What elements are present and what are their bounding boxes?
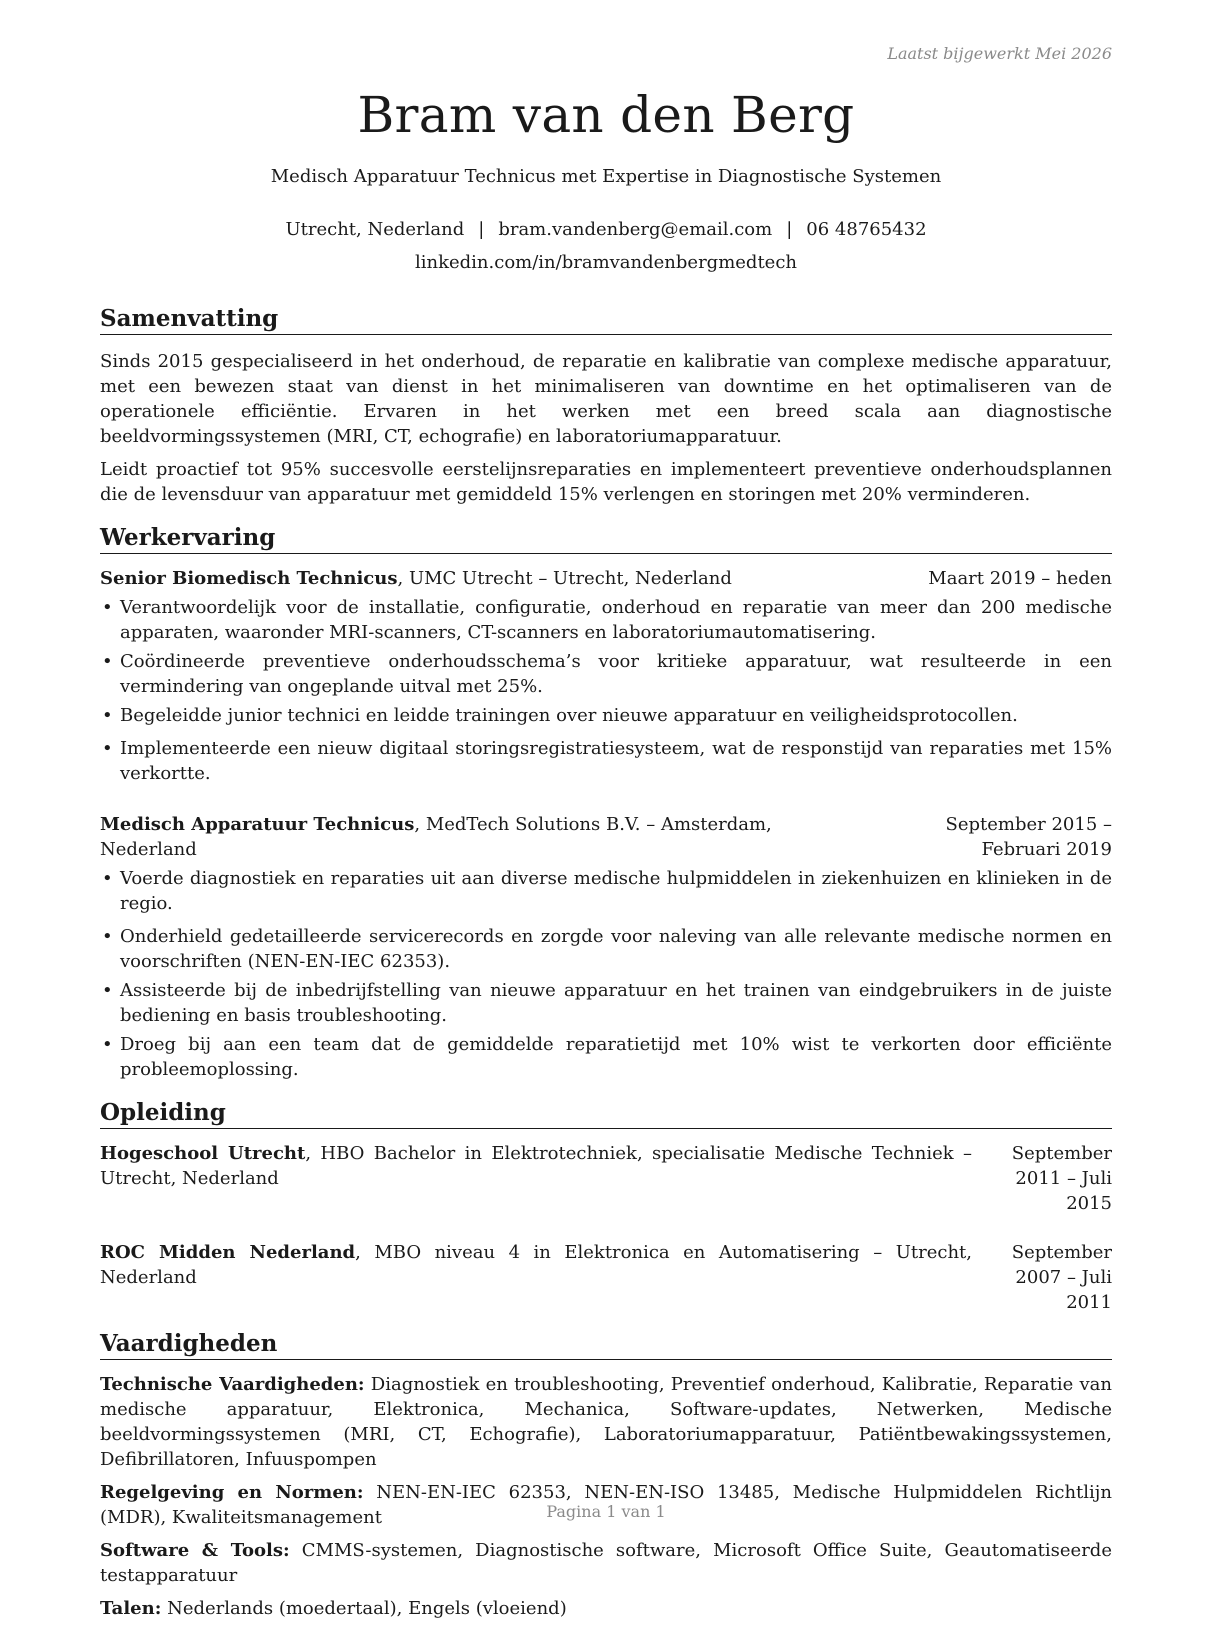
bullet-icon: • [102,705,113,726]
bullet-icon: • [102,597,113,618]
degree: , HBO Bachelor in Elektrotechniek, specialisatie Medische Techniek – Utrecht, Nederland [100,1143,973,1189]
job-employer: , UMC Utrecht – Utrecht, Nederland [397,568,732,589]
list-item [100,736,1112,786]
resume-body [100,304,1112,1629]
education-entry [100,1141,1112,1216]
skill-group [100,1596,1112,1621]
list-item [100,703,1112,728]
school-name: Hogeschool Utrecht [100,1143,306,1164]
separator: | [786,219,793,240]
job-bullets [100,866,1112,1082]
bullet-text: Droeg bij aan een team dat de gemiddelde reparatietijd met 10% wist te verkorten door efficiënte probleemoplossing. [120,1034,1112,1080]
job-dates: September 2015 – Februari 2019 [945,814,1112,860]
education-entry [100,1240,1112,1315]
job-entry [100,566,1112,786]
bullet-text: Voerde diagnostiek en reparaties uit aan diverse medische hulpmiddelen in ziekenhuizen en klinieken in de regio. [120,868,1112,914]
skill-group [100,1538,1112,1588]
summary-paragraph: Sinds 2015 gespecialiseerd in het onderhoud, de reparatie en kalibratie van complexe medische apparatuur, met een bewezen staat van dienst in het minimaliseren van downtime en het optimaliseren van de operationele efficiëntie. Ervaren in het werken met een breed scala aan diagnostische beeldvormingssystemen (MRI, CT, echografie) en laboratoriumapparatuur. [100,351,1112,447]
bullet-text: Implementeerde een nieuw digitaal storingsregistratiesysteem, wat de responstijd van reparaties met 15% verkortte. [120,738,1112,784]
bullet-text: Onderhield gedetailleerde servicerecords en zorgde voor naleving van alle relevante medische normen en voorschriften (NEN-EN-IEC 62353). [120,926,1112,972]
skill-text: Diagnostiek en troubleshooting, Preventief onderhoud, Kalibratie, Reparatie van medische apparatuur, Elektronica, Mechanica, Software-updates, Netwerken, Medische beeldvormingssystemen (MRI, CT, Echografie), Laboratoriumapparatuur, Patiëntbewakingssystemen, Defibrillatoren, Infuuspompen [100,1374,1112,1470]
email[interactable]: bram.vandenberg@email.com [498,219,773,240]
skill-label: Technische Vaardigheden: [100,1374,365,1395]
job-title: Medisch Apparatuur Technicus [100,814,415,835]
skill-group [100,1372,1112,1472]
contact-line [100,219,1112,240]
skill-text: NEN-EN-IEC 62353, NEN-EN-ISO 13485, Medische Hulpmiddelen Richtlijn (MDR), Kwaliteitsmanagement [100,1482,1112,1528]
candidate-name: Bram van den Berg [357,86,855,144]
job-employer: , MedTech Solutions B.V. – Amsterdam, Nederland [100,814,772,860]
section-heading-experience: Werkervaring [100,523,1112,554]
bullet-icon: • [102,868,113,889]
list-item [100,866,1112,916]
skill-label: Regelgeving en Normen: [100,1482,364,1503]
list-item [100,595,1112,645]
skill-label: Software & Tools: [100,1540,290,1561]
location: Utrecht, Nederland [285,219,465,240]
bullet-icon: • [102,738,113,759]
job-title: Senior Biomedisch Technicus [100,568,398,589]
section-heading-education: Opleiding [100,1098,1112,1129]
bullet-icon: • [102,926,113,947]
linkedin-link[interactable]: linkedin.com/in/bramvandenbergmedtech [414,252,798,273]
last-updated: Laatst bijgewerkt Mei 2026 [887,44,1112,63]
list-item [100,1032,1112,1082]
bullet-text: Begeleidde junior technici en leidde trainingen over nieuwe apparatuur en veiligheidsprotocollen. [120,705,1018,726]
summary-paragraph: Leidt proactief tot 95% succesvolle eerstelijnsreparaties en implementeert preventieve onderhoudsplannen die de levensduur van apparatuur met gemiddeld 15% verlengen en storingen met 20% verminderen. [100,459,1112,505]
section-heading-summary: Samenvatting [100,304,1112,335]
school-name: ROC Midden Nederland [100,1242,356,1263]
page-number: Pagina 1 van 1 [546,1502,666,1521]
degree: , MBO niveau 4 in Elektronica en Automatisering – Utrecht, Nederland [100,1242,972,1288]
bullet-icon: • [102,980,113,1001]
list-item [100,924,1112,974]
bullet-icon: • [102,1034,113,1055]
phone[interactable]: 06 48765432 [806,219,927,240]
list-item [100,649,1112,699]
job-bullets [100,595,1112,786]
resume-page [100,0,1112,1619]
bullet-text: Coördineerde preventieve onderhoudsschema’s voor kritieke apparatuur, wat resulteerde in een vermindering van ongeplande uitval met 25%. [120,651,1112,697]
section-heading-skills: Vaardigheden [100,1329,1112,1360]
bullet-text: Assisteerde bij de inbedrijfstelling van nieuwe apparatuur en het trainen van eindgebruikers in de juiste bediening en basis troubleshooting. [120,980,1112,1026]
job-dates: Maart 2019 – heden [928,568,1112,589]
skill-label: Talen: [100,1598,162,1619]
education-dates: September 2007 – Juli 2011 [1011,1242,1112,1313]
list-item [100,978,1112,1028]
job-entry [100,812,1112,1082]
skill-text: CMMS-systemen, Diagnostische software, Microsoft Office Suite, Geautomatiseerde testapparatuur [100,1540,1112,1586]
education-dates: September 2011 – Juli 2015 [1011,1143,1112,1214]
skill-text: Nederlands (moedertaal), Engels (vloeiend) [161,1598,567,1619]
tagline: Medisch Apparatuur Technicus met Expertise in Diagnostische Systemen [270,166,942,187]
separator: | [478,219,485,240]
bullet-text: Verantwoordelijk voor de installatie, configuratie, onderhoud en reparatie van meer dan 200 medische apparaten, waaronder MRI-scanners, CT-scanners en laboratoriumautomatisering. [120,597,1112,643]
bullet-icon: • [102,651,113,672]
